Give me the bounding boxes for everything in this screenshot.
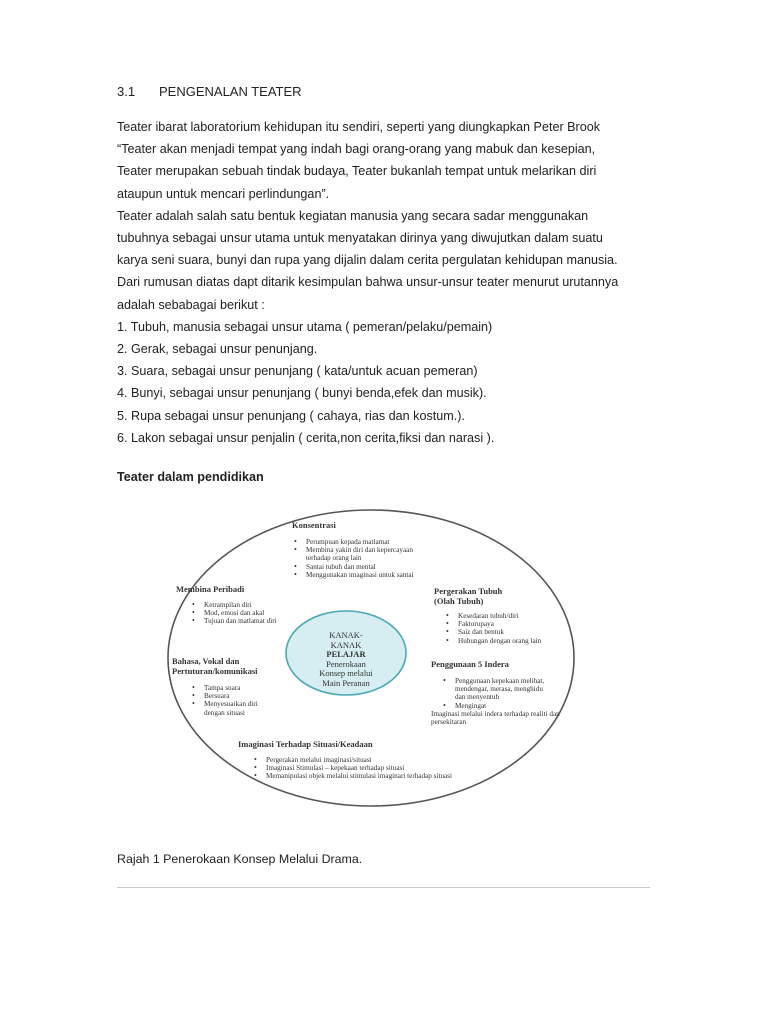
bahasa-title-line: Bahasa, Vokal dan bbox=[172, 656, 240, 666]
imaginasi-list bbox=[238, 756, 482, 781]
membina-peribadi-block bbox=[176, 584, 286, 626]
bahasa-block bbox=[172, 656, 292, 717]
penggunaan-note: Imaginasi melalui indera terhadap realiti dan persekitaran bbox=[431, 709, 560, 727]
center-title bbox=[294, 631, 398, 688]
list-item: • Tujuan dan matlamat diri bbox=[190, 617, 286, 625]
membina-peribadi-title: Membina Peribadi bbox=[176, 584, 245, 594]
list-item: • Bersuara bbox=[190, 692, 280, 700]
paragraph-line: Teater merupakan sebuah tindak budaya, Teater bukanlah tempat untuk melarikan diri bbox=[117, 164, 597, 179]
konsentrasi-list bbox=[292, 538, 427, 579]
list-item: • Perumpuan kepada matlamat bbox=[292, 538, 427, 546]
body-paragraph bbox=[117, 116, 657, 449]
list-item: • Tampa suara bbox=[190, 684, 280, 692]
pergerakan-block bbox=[434, 586, 559, 645]
pergerakan-title-line: Pergerakan Tubuh bbox=[434, 586, 503, 596]
list-item: • Penggunaan kepekaan melihat, mendengar, merasa, menghidu dan menyentuh bbox=[441, 677, 553, 702]
list-item: • Hubungan dengan orang lain bbox=[444, 637, 544, 645]
konsentrasi-block bbox=[292, 520, 427, 579]
paragraph-line: 1. Tubuh, manusia sebagai unsur utama ( pemeran/pelaku/pemain) bbox=[117, 319, 493, 334]
penggunaan-list bbox=[431, 677, 553, 710]
penggunaan-block bbox=[431, 659, 573, 726]
section-title: PENGENALAN TEATER bbox=[159, 84, 302, 99]
center-title-line: KANAK- bbox=[329, 630, 363, 640]
bahasa-title-line: Pertuturan/komunikasi bbox=[172, 666, 258, 676]
imaginasi-title: Imaginasi Terhadap Situasi/Keadaan bbox=[238, 739, 373, 749]
list-item: • Memanipulasi objek melalui stimulasi imaginari terhadap situasi bbox=[252, 772, 482, 780]
list-item: • Faktorupaya bbox=[444, 620, 544, 628]
pergerakan-list bbox=[434, 612, 544, 645]
paragraph-line: Teater adalah salah satu bentuk kegiatan manusia yang secara sadar menggunakan bbox=[117, 208, 589, 223]
list-item: • Ketrampilan diri bbox=[190, 601, 286, 609]
list-item: • Saiz dan bentuk bbox=[444, 628, 544, 636]
paragraph-line: karya seni suara, bunyi dan rupa yang dijalin dalam cerita pergulatan kehidupan manusia. bbox=[117, 253, 618, 268]
list-item: • Kesedaran tubuh/diri bbox=[444, 612, 544, 620]
membina-peribadi-list bbox=[176, 601, 286, 626]
paragraph-line: 4. Bunyi, sebagai unsur penunjang ( bunyi benda,efek dan musik). bbox=[117, 386, 487, 401]
center-sub-line: Konsep melalui bbox=[319, 668, 373, 678]
center-sub-line: Main Peranan bbox=[322, 677, 370, 688]
paragraph-line: Dari rumusan diatas dapt ditarik kesimpulan bahwa unsur-unsur teater menurut urutannya bbox=[117, 275, 619, 290]
imaginasi-block bbox=[238, 739, 498, 781]
paragraph-line: “Teater akan menjadi tempat yang indah bagi orang-orang yang mabuk dan kesepian, bbox=[117, 142, 596, 157]
bahasa-list bbox=[172, 684, 280, 717]
paragraph-line: adalah sebabagai berikut : bbox=[117, 297, 265, 312]
list-item: • Imaginasi Stimulasi – kepekaan terhadap situasi bbox=[252, 764, 482, 772]
figure-caption: Rajah 1 Penerokaan Konsep Melalui Drama. bbox=[117, 852, 363, 866]
center-title-line: KANAK bbox=[330, 639, 362, 650]
divider bbox=[117, 887, 650, 888]
center-title-line: PELAJAR bbox=[326, 649, 366, 659]
paragraph-line: ataupun untuk mencari perlindungan”. bbox=[117, 186, 330, 201]
paragraph-line: 5. Rupa sebagai unsur penunjang ( cahaya, rias dan kostum.). bbox=[117, 408, 465, 423]
list-item: • Menggunakan imaginasi untuk santai bbox=[292, 571, 427, 579]
paragraph-line: 6. Lakon sebagai unsur penjalin ( cerita,non cerita,fiksi dan narasi ). bbox=[117, 430, 495, 445]
penggunaan-title: Penggunaan 5 Indera bbox=[431, 659, 509, 669]
list-item: • Pergerakan melalui imaginasi/situasi bbox=[252, 756, 482, 764]
list-item: • Menyesuaikan diri dengan situasi bbox=[190, 700, 280, 716]
konsentrasi-title: Konsentrasi bbox=[292, 520, 336, 530]
center-sub-line: Penerokaan bbox=[326, 658, 366, 669]
list-item: • Santai tubuh dan mental bbox=[292, 563, 427, 571]
list-item: • Mod, emosi dan akal bbox=[190, 609, 286, 617]
list-item: • Mengingat bbox=[441, 702, 553, 710]
subheading: Teater dalam pendidikan bbox=[117, 470, 264, 484]
pergerakan-title-line: (Olah Tubuh) bbox=[434, 596, 484, 606]
paragraph-line: 2. Gerak, sebagai unsur penunjang. bbox=[117, 342, 318, 357]
diagram bbox=[166, 508, 576, 808]
section-number: 3.1 bbox=[117, 84, 136, 99]
paragraph-line: Teater ibarat laboratorium kehidupan itu sendiri, seperti yang diungkapkan Peter Brook bbox=[117, 120, 601, 134]
paragraph-line: tubuhnya sebagai unsur utama untuk menyatakan dirinya yang diwujutkan dalam suatu bbox=[117, 231, 603, 246]
section-heading bbox=[117, 84, 302, 99]
list-item: • Membina yakin diri dan kepercayaan terhadap orang lain bbox=[292, 546, 427, 562]
paragraph-line: 3. Suara, sebagai unsur penunjang ( kata/untuk acuan pemeran) bbox=[117, 364, 478, 379]
